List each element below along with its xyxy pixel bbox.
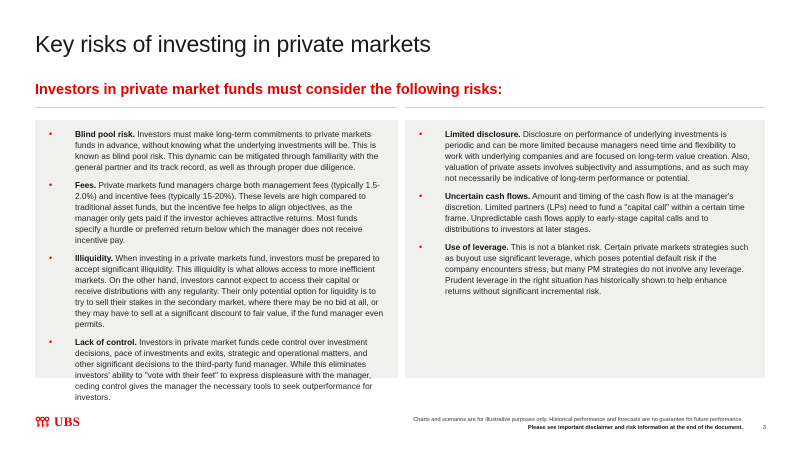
risk-heading: Illiquidity.: [75, 253, 114, 263]
risk-item-uncertain-cash-flows: [419, 191, 751, 235]
risk-heading: Use of leverage.: [445, 242, 509, 252]
bullet: •: [49, 180, 53, 190]
risk-heading: Lack of control.: [75, 337, 137, 347]
risk-heading: Uncertain cash flows.: [445, 191, 531, 201]
slide-title: Key risks of investing in private markets: [35, 31, 431, 57]
right-risk-panel: [405, 120, 765, 378]
bullet: •: [49, 337, 53, 347]
risk-heading: Blind pool risk.: [75, 129, 135, 139]
right-divider: [405, 107, 765, 108]
risk-item-use-of-leverage: [419, 242, 751, 297]
risk-item-lack-of-control: [49, 337, 384, 403]
risk-text: When investing in a private markets fund, investors must be prepared to accept significant illiquidity. This illiquidity is what allows access to more inefficient markets. On the other hand, investors cannot expect to access their capital or receive distributions with any regularity. Their only potential option for liquidity is to try to sell their stakes in the secondary market, where there may be no bid at all, or they may have to sell at a significant discount to fair value, if the fund manager even permits.: [75, 253, 384, 329]
risk-text: Private markets fund managers charge both management fees (typically 1.5-2.0%) and incentive fees (typically 15-20%). These levels are high compared to traditional asset funds, but the incentive fee helps to align objectives, as the manager only gets paid if the investor achieves attractive returns. Most funds specify a hurdle or preferred return below which the manager does not receive incentive pay.: [75, 180, 380, 245]
risk-item-blind-pool: [49, 129, 384, 173]
risk-text: Disclosure on performance of underlying investments is periodic and can be more limited because managers need time and flexibility to work with underlying companies and are focused on long-term value creation. Also, valuation of private assets involves subjectivity and assumptions, and as such may not necessarily be indicative of long-term performance or potential.: [445, 129, 750, 183]
risk-heading: Fees.: [75, 180, 97, 190]
slide-subtitle: Investors in private market funds must consider the following risks:: [35, 82, 503, 98]
footer-disclaimer: [413, 416, 743, 432]
page-number: 3: [762, 425, 766, 431]
bullet: •: [419, 191, 423, 201]
risk-heading: Limited disclosure.: [445, 129, 521, 139]
bullet: •: [419, 129, 423, 139]
ubs-logo: [35, 414, 80, 430]
ubs-logo-text: UBS: [54, 414, 81, 429]
risk-item-fees: [49, 180, 384, 246]
disclaimer-text: Charts and scenarios are for illustrative purposes only. Historical performance and forecasts are no guarantee for future performance.: [413, 417, 743, 423]
left-risk-list: [49, 129, 384, 403]
risk-text: Investors in private market funds cede control over investment decisions, pace of investments and exits, strategic and operational matters, and other significant decisions to the third-party fund manager. While this eliminates investors' ability to "vote with their feet" to express displeasure with the manager, ceding control gives the manager the necessary tools to seek outperformance for investors.: [75, 337, 373, 402]
risk-item-limited-disclosure: [419, 129, 751, 184]
left-divider: [35, 107, 397, 108]
bullet: •: [49, 253, 53, 263]
bullet: •: [49, 129, 53, 139]
disclaimer-bold-text: Please see important disclaimer and risk information at the end of the document.: [527, 425, 743, 431]
bullet: •: [419, 242, 423, 252]
risk-text: Investors must make long-term commitments to private markets funds in advance, without knowing what the underlying investments will be. This is known as blind pool risk. This dynamic can be mitigated through familiarity with the general partner and its track record, as well as through proper due diligence.: [75, 129, 379, 172]
risk-text: This is not a blanket risk. Certain private markets strategies such as buyout use significant leverage, which poses potential default risk if the company encounters stress, but many PM strategies do not involve any leverage. Prudent leverage in the right situation has historically shown to help enhance returns without significant incremental risk.: [445, 242, 749, 296]
right-risk-list: [419, 129, 751, 297]
risk-text: Amount and timing of the cash flow is at the manager's discretion. Limited partners (LPs) need to fund a "capital call" within a certain time frame. Unpredictable cash flows apply to early-stage capital calls and to distributions to investors at later stages.: [445, 191, 745, 234]
left-risk-panel: [35, 120, 398, 402]
ubs-keys-icon: [35, 416, 50, 428]
risk-item-illiquidity: [49, 253, 384, 330]
